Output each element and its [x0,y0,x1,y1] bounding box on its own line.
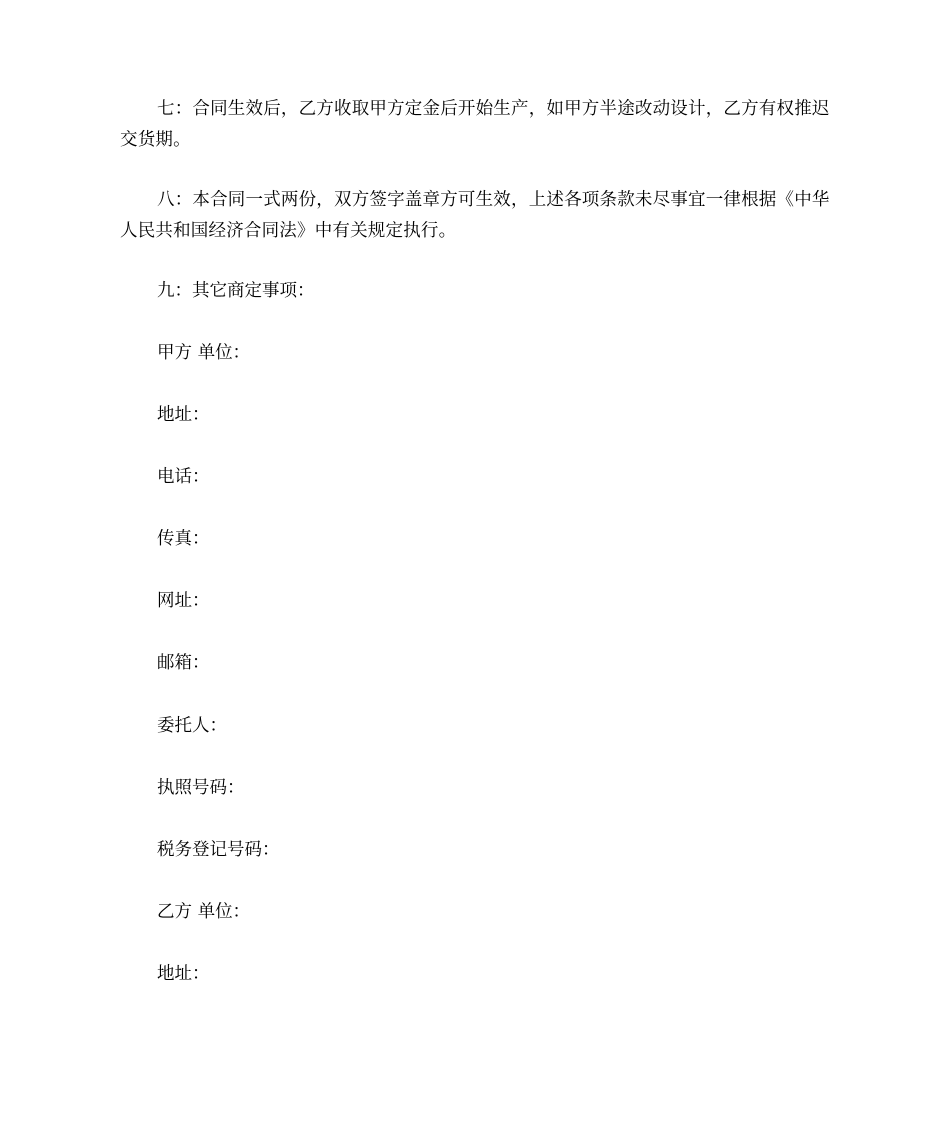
clause-seven: 七：合同生效后，乙方收取甲方定金后开始生产，如甲方半途改动设计，乙方有权推迟交货期。 [120,99,830,150]
clause-nine: 九：其它商定事项： [157,281,315,301]
party-a-phone: 电话： [157,467,210,487]
clause-eight: 八：本合同一式两份，双方签字盖章方可生效，上述各项条款未尽事宜一律根据《中华人民共和国经济合同法》中有关规定执行。 [120,190,830,241]
party-a-agent: 委托人： [157,716,227,736]
party-a-website: 网址： [157,591,210,611]
party-b-address: 地址： [157,964,210,984]
party-a-fax: 传真： [157,529,210,549]
party-a-address: 地址： [157,405,210,425]
party-a-unit: 甲方 单位： [157,343,251,363]
party-b-unit: 乙方 单位： [157,902,251,922]
party-a-license-number: 执照号码： [157,778,245,798]
party-a-email: 邮箱： [157,653,210,673]
party-a-tax-registration-number: 税务登记号码： [157,840,280,860]
